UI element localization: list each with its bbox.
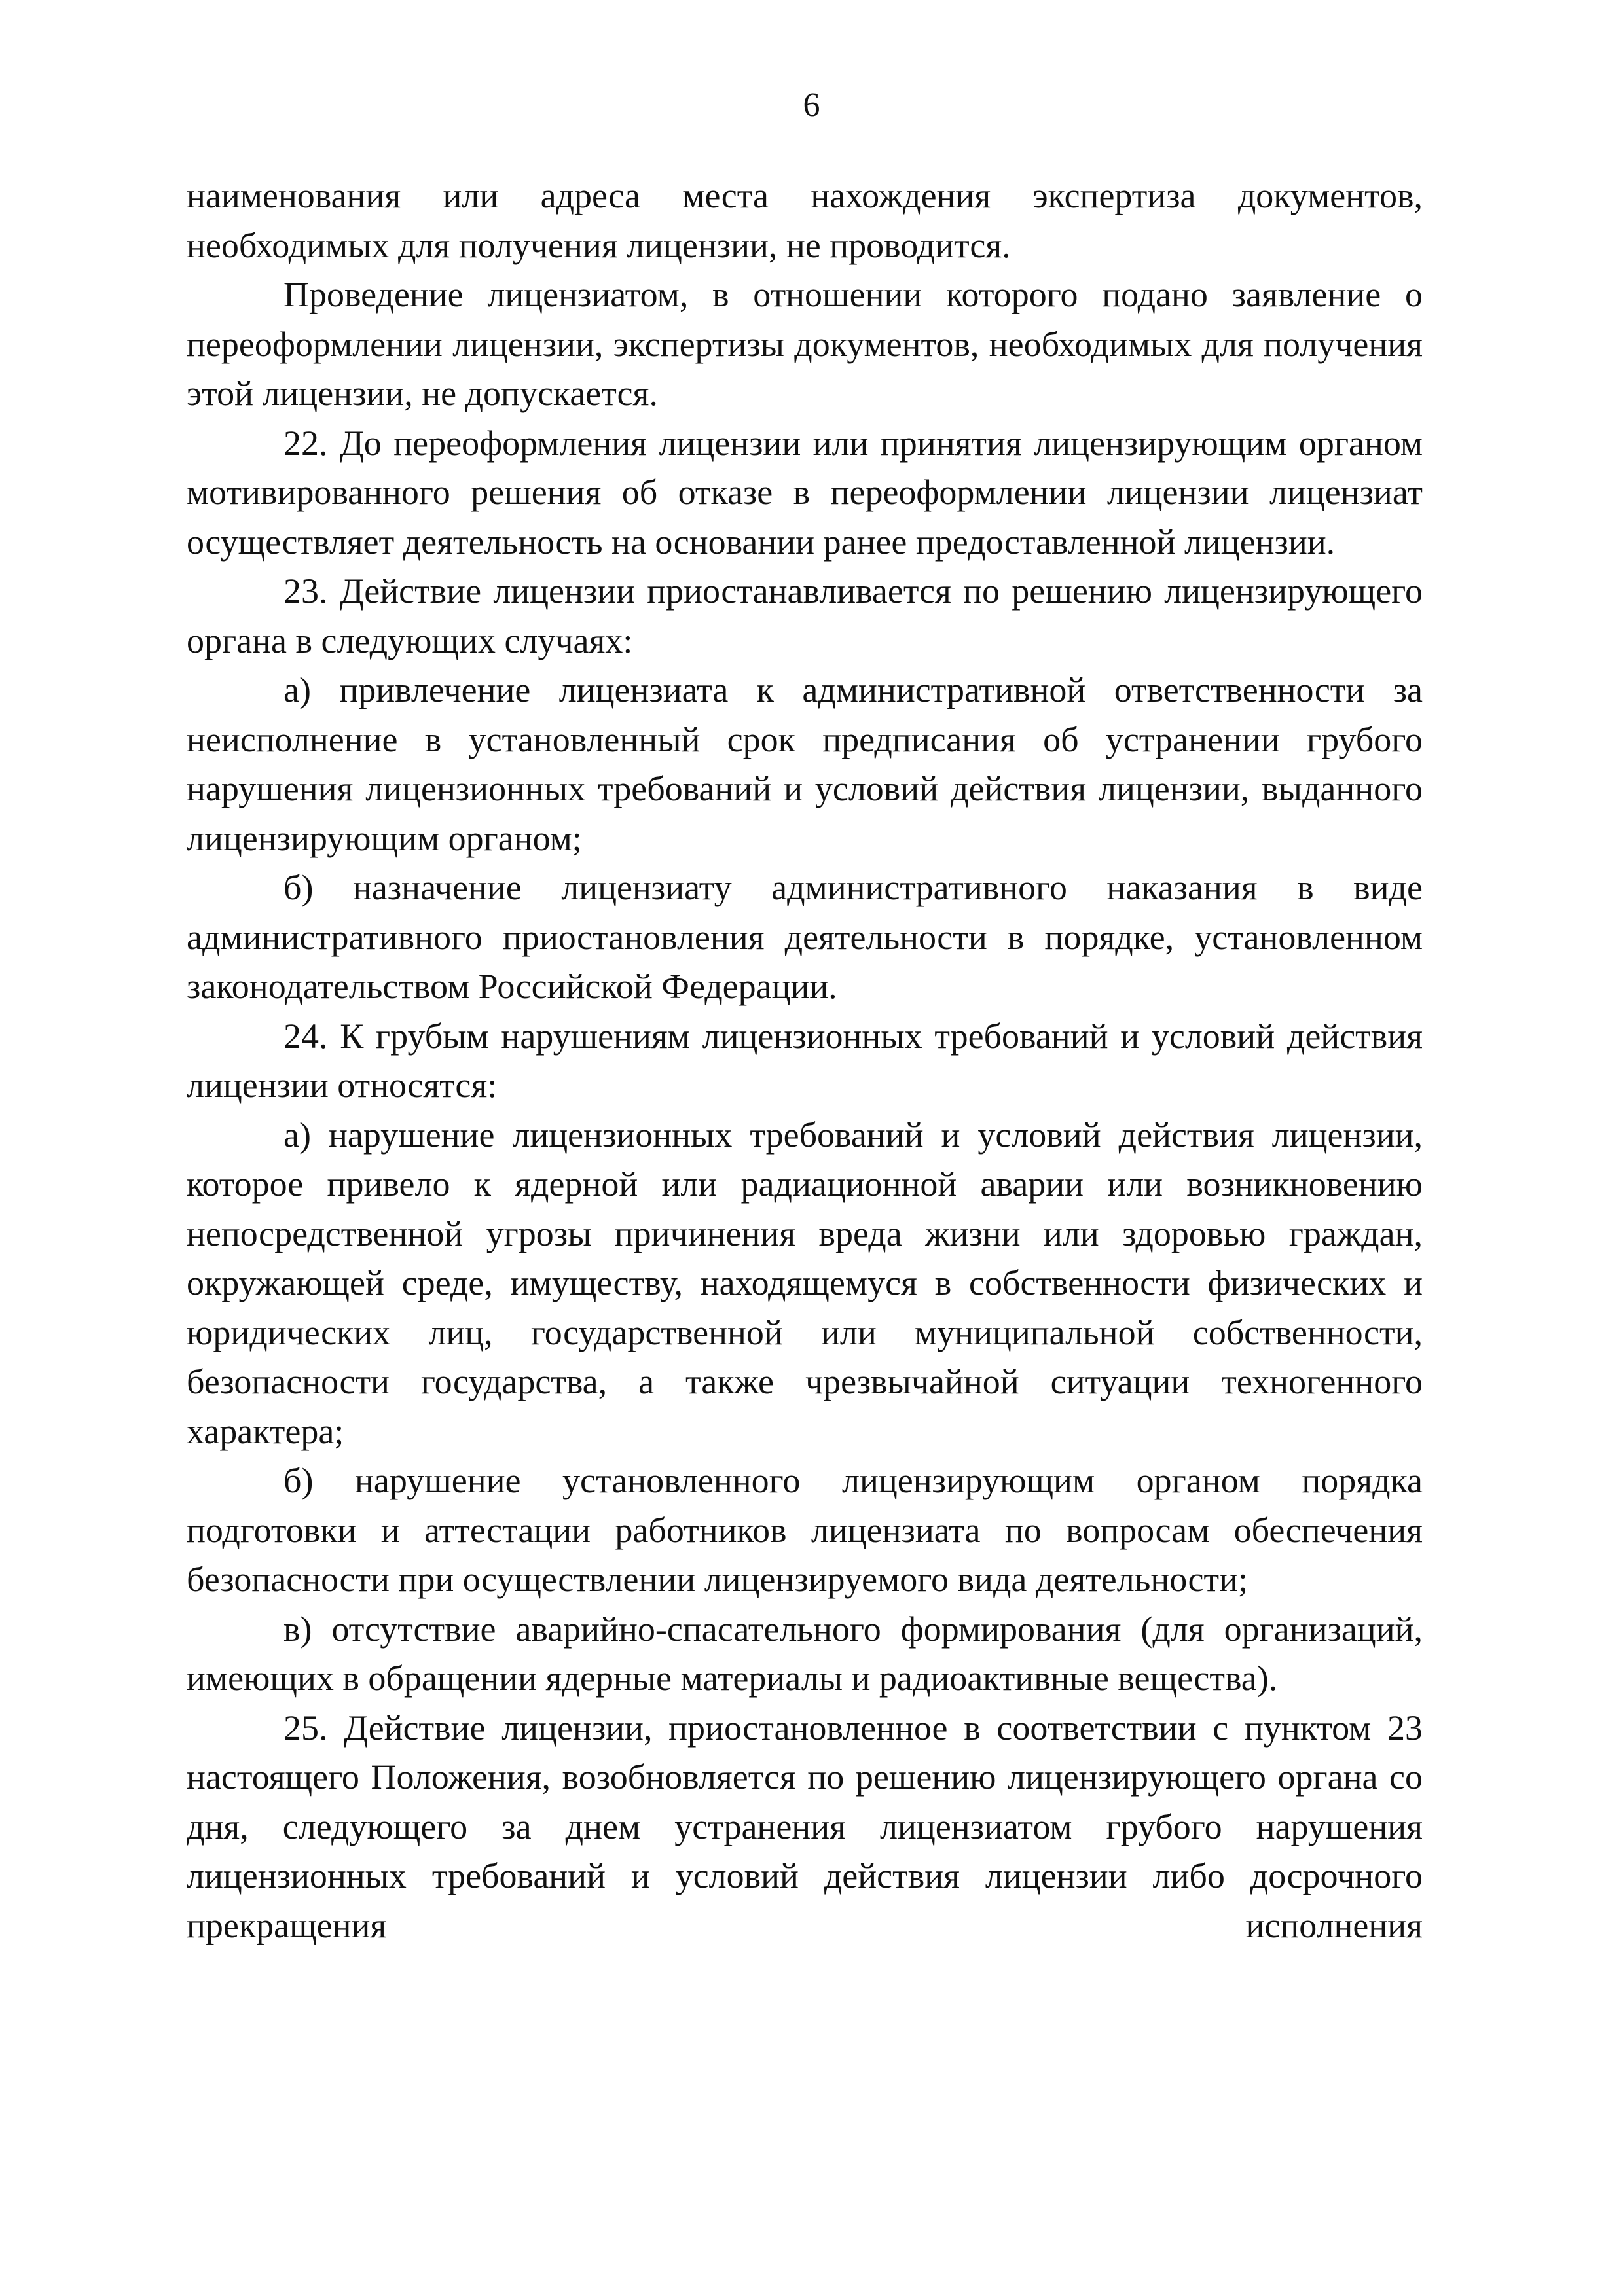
page-number: 6 (803, 86, 820, 124)
paragraph-clause-22: 22. До переоформления лицензии или принятия лицензирующим органом мотивированного решения об отказе в переоформлении лицензии лицензиат осуществляет деятельность на основании ранее предоставленной лицензии. (187, 423, 1423, 562)
paragraph-clause-23-b: б) назначение лицензиату административного наказания в виде административного приостановления деятельности в порядке, установленном законодательством Российской Федерации. (187, 868, 1423, 1006)
paragraph-clause-25: 25. Действие лицензии, приостановленное в соответствии с пунктом 23 настоящего Положения, возобновляется по решению лицензирующего органа со дня, следующего за днем устранения лицензиатом грубого нарушения лицензионных требований и условий действия лицензии либо досрочного прекращения исполнения (187, 1708, 1423, 1945)
paragraph-reissue-expertise: Проведение лицензиатом, в отношении которого подано заявление о переоформлении лицензии, экспертизы документов, необходимых для получения этой лицензии, не допускается. (187, 275, 1423, 413)
document-body (187, 171, 1423, 1950)
paragraph-clause-24-a: а) нарушение лицензионных требований и условий действия лицензии, которое привело к ядерной или радиационной аварии или возникновению непосредственной угрозы причинения вреда жизни или здоровью граждан, окружающей среде, имуществу, находящемуся в собственности физических и юридических лиц, государственной или муниципальной собственности, безопасности государства, а также чрезвычайной ситуации техногенного характера; (187, 1115, 1423, 1451)
paragraph-clause-23: 23. Действие лицензии приостанавливается по решению лицензирующего органа в следующих случаях: (187, 571, 1423, 660)
paragraph-clause-23-a: а) привлечение лицензиата к административной ответственности за неисполнение в установленный срок предписания об устранении грубого нарушения лицензионных требований и условий действия лицензии, выданного лицензирующим органом; (187, 670, 1423, 858)
paragraph-clause-24: 24. К грубым нарушениям лицензионных требований и условий действия лицензии относятся: (187, 1016, 1423, 1105)
paragraph-clause-24-b: б) нарушение установленного лицензирующим органом порядка подготовки и аттестации работников лицензиата по вопросам обеспечения безопасности при осуществлении лицензируемого вида деятельности; (187, 1461, 1423, 1599)
paragraph-continuation: наименования или адреса места нахождения экспертиза документов, необходимых для получения лицензии, не проводится. (187, 176, 1423, 265)
paragraph-clause-24-v: в) отсутствие аварийно-спасательного формирования (для организаций, имеющих в обращении ядерные материалы и радиоактивные вещества). (187, 1609, 1423, 1698)
